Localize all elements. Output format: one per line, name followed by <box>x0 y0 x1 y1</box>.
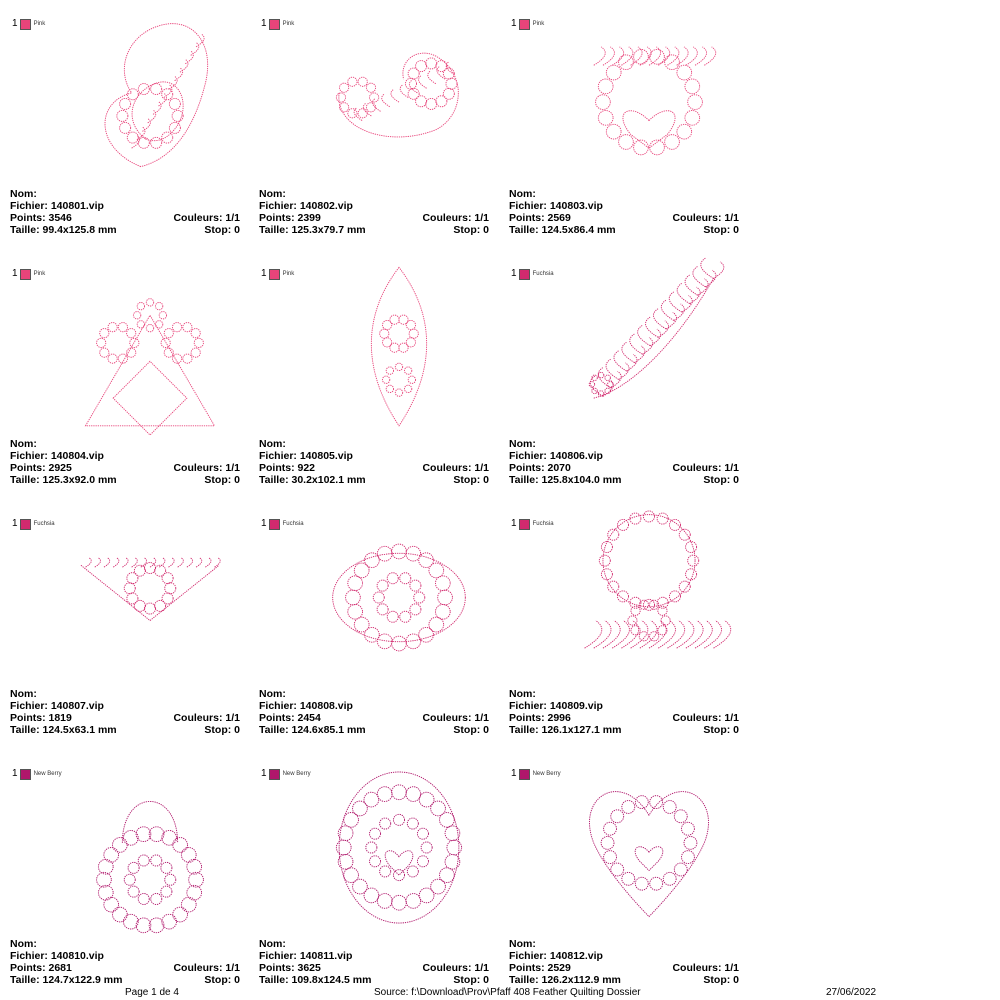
color-count: Couleurs: 1/1 <box>173 462 240 474</box>
name-label: Nom: <box>259 438 286 450</box>
color-index: 1 <box>511 518 517 529</box>
design-card <box>0 0 250 250</box>
color-swatch <box>519 19 530 30</box>
color-swatch <box>269 769 280 780</box>
color-swatch <box>20 19 31 30</box>
design-outline-graphic <box>569 10 729 185</box>
design-info <box>509 938 739 986</box>
design-info <box>259 938 489 986</box>
color-swatch <box>519 519 530 530</box>
design-size: Taille: 99.4x125.8 mm <box>10 224 117 236</box>
design-card <box>249 750 499 1000</box>
design-outline-graphic <box>70 10 230 185</box>
design-size: Taille: 124.7x122.9 mm <box>10 974 123 986</box>
stitch-points: Points: 2925 <box>10 462 72 474</box>
color-count: Couleurs: 1/1 <box>422 462 489 474</box>
embroidery-design-preview <box>569 10 729 185</box>
embroidery-design-preview <box>319 260 479 435</box>
color-name: Fuchsia <box>282 521 304 527</box>
file-name: Fichier: 140801.vip <box>10 200 104 212</box>
color-index: 1 <box>511 18 517 29</box>
design-outline-graphic <box>319 10 479 185</box>
color-swatch <box>519 769 530 780</box>
name-label: Nom: <box>509 688 536 700</box>
stop-count: Stop: 0 <box>703 474 739 486</box>
color-legend <box>511 18 544 30</box>
color-count: Couleurs: 1/1 <box>422 962 489 974</box>
stop-count: Stop: 0 <box>453 474 489 486</box>
stop-count: Stop: 0 <box>453 224 489 236</box>
design-outline-graphic <box>569 760 729 935</box>
color-count: Couleurs: 1/1 <box>173 212 240 224</box>
color-swatch <box>269 269 280 280</box>
name-label: Nom: <box>259 188 286 200</box>
design-size: Taille: 125.3x79.7 mm <box>259 224 366 236</box>
stitch-points: Points: 2454 <box>259 712 321 724</box>
stitch-points: Points: 3546 <box>10 212 72 224</box>
design-size: Taille: 126.1x127.1 mm <box>509 724 622 736</box>
name-label: Nom: <box>10 438 37 450</box>
design-info <box>509 438 739 486</box>
color-legend <box>511 268 554 280</box>
color-index: 1 <box>261 18 267 29</box>
page-number: Page 1 de 4 <box>125 987 179 998</box>
color-index: 1 <box>12 268 18 279</box>
file-name: Fichier: 140808.vip <box>259 700 353 712</box>
stop-count: Stop: 0 <box>204 474 240 486</box>
embroidery-design-preview <box>319 510 479 685</box>
file-name: Fichier: 140803.vip <box>509 200 603 212</box>
design-info <box>10 188 240 236</box>
color-index: 1 <box>511 268 517 279</box>
color-count: Couleurs: 1/1 <box>672 462 739 474</box>
color-index: 1 <box>511 768 517 779</box>
color-count: Couleurs: 1/1 <box>173 712 240 724</box>
name-label: Nom: <box>259 938 286 950</box>
design-size: Taille: 124.5x86.4 mm <box>509 224 616 236</box>
stop-count: Stop: 0 <box>703 974 739 986</box>
print-date: 27/06/2022 <box>826 987 877 998</box>
stitch-points: Points: 922 <box>259 462 316 474</box>
color-name: Fuchsia <box>532 521 554 527</box>
color-count: Couleurs: 1/1 <box>173 962 240 974</box>
color-legend <box>12 518 55 530</box>
design-card <box>0 250 250 500</box>
design-info <box>10 438 240 486</box>
color-name: Fuchsia <box>33 521 55 527</box>
embroidery-design-preview <box>70 10 230 185</box>
file-name: Fichier: 140809.vip <box>509 700 603 712</box>
name-label: Nom: <box>509 438 536 450</box>
design-size: Taille: 30.2x102.1 mm <box>259 474 366 486</box>
stop-count: Stop: 0 <box>703 224 739 236</box>
color-legend <box>261 268 294 280</box>
color-index: 1 <box>261 518 267 529</box>
design-card <box>499 750 749 1000</box>
source-path: Source: f:\Download\Prov\Pfaff 408 Feather Quilting Dossier <box>374 987 641 998</box>
color-name: Fuchsia <box>532 271 554 277</box>
color-swatch <box>519 269 530 280</box>
design-card <box>0 500 250 750</box>
name-label: Nom: <box>10 688 37 700</box>
color-legend <box>511 518 554 530</box>
design-card <box>499 500 749 750</box>
design-card <box>499 0 749 250</box>
stop-count: Stop: 0 <box>204 974 240 986</box>
color-name: Pink <box>282 21 295 27</box>
color-name: Pink <box>33 21 46 27</box>
stop-count: Stop: 0 <box>204 724 240 736</box>
stop-count: Stop: 0 <box>204 224 240 236</box>
design-size: Taille: 125.3x92.0 mm <box>10 474 117 486</box>
color-legend <box>12 18 45 30</box>
design-info <box>10 938 240 986</box>
design-outline-graphic <box>70 510 230 685</box>
color-index: 1 <box>261 768 267 779</box>
file-name: Fichier: 140802.vip <box>259 200 353 212</box>
color-swatch <box>20 769 31 780</box>
color-legend <box>261 518 304 530</box>
design-card <box>249 250 499 500</box>
design-outline-graphic <box>70 260 230 435</box>
color-legend <box>261 768 311 780</box>
design-size: Taille: 125.8x104.0 mm <box>509 474 622 486</box>
design-outline-graphic <box>569 260 729 435</box>
embroidery-design-preview <box>319 760 479 935</box>
design-size: Taille: 109.8x124.5 mm <box>259 974 372 986</box>
design-info <box>10 688 240 736</box>
color-swatch <box>20 519 31 530</box>
color-legend <box>12 768 62 780</box>
color-count: Couleurs: 1/1 <box>672 212 739 224</box>
design-info <box>509 188 739 236</box>
embroidery-design-preview <box>569 760 729 935</box>
color-swatch <box>269 19 280 30</box>
stitch-points: Points: 2569 <box>509 212 571 224</box>
color-name: Pink <box>532 21 545 27</box>
design-info <box>259 688 489 736</box>
name-label: Nom: <box>509 938 536 950</box>
name-label: Nom: <box>259 688 286 700</box>
stop-count: Stop: 0 <box>703 724 739 736</box>
design-outline-graphic <box>319 260 479 435</box>
design-size: Taille: 124.5x63.1 mm <box>10 724 117 736</box>
design-size: Taille: 126.2x112.9 mm <box>509 974 621 986</box>
color-legend <box>511 768 561 780</box>
design-info <box>509 688 739 736</box>
color-index: 1 <box>12 768 18 779</box>
design-outline-graphic <box>319 510 479 685</box>
color-index: 1 <box>12 18 18 29</box>
design-card <box>249 500 499 750</box>
name-label: Nom: <box>509 188 536 200</box>
embroidery-design-preview <box>569 510 729 685</box>
stop-count: Stop: 0 <box>453 974 489 986</box>
stitch-points: Points: 2070 <box>509 462 571 474</box>
design-info <box>259 438 489 486</box>
color-swatch <box>20 269 31 280</box>
design-outline-graphic <box>319 760 479 935</box>
stitch-points: Points: 2399 <box>259 212 321 224</box>
color-count: Couleurs: 1/1 <box>672 962 739 974</box>
design-outline-graphic <box>569 510 729 685</box>
color-name: Pink <box>282 271 295 277</box>
color-legend <box>261 18 294 30</box>
color-name: New Berry <box>33 771 62 777</box>
embroidery-design-preview <box>70 510 230 685</box>
file-name: Fichier: 140805.vip <box>259 450 353 462</box>
design-size: Taille: 124.6x85.1 mm <box>259 724 366 736</box>
file-name: Fichier: 140811.vip <box>259 950 353 962</box>
color-count: Couleurs: 1/1 <box>422 212 489 224</box>
design-info <box>259 188 489 236</box>
stitch-points: Points: 2681 <box>10 962 72 974</box>
stop-count: Stop: 0 <box>453 724 489 736</box>
embroidery-design-preview <box>319 10 479 185</box>
color-name: New Berry <box>532 771 561 777</box>
embroidery-design-preview <box>569 260 729 435</box>
file-name: Fichier: 140810.vip <box>10 950 104 962</box>
color-swatch <box>269 519 280 530</box>
design-card <box>499 250 749 500</box>
design-card <box>0 750 250 1000</box>
file-name: Fichier: 140804.vip <box>10 450 104 462</box>
name-label: Nom: <box>10 188 37 200</box>
design-card <box>249 0 499 250</box>
design-outline-graphic <box>70 760 230 935</box>
color-count: Couleurs: 1/1 <box>422 712 489 724</box>
stitch-points: Points: 2529 <box>509 962 571 974</box>
color-index: 1 <box>12 518 18 529</box>
embroidery-design-preview <box>70 760 230 935</box>
stitch-points: Points: 3625 <box>259 962 321 974</box>
color-name: Pink <box>33 271 46 277</box>
file-name: Fichier: 140812.vip <box>509 950 603 962</box>
color-name: New Berry <box>282 771 311 777</box>
stitch-points: Points: 1819 <box>10 712 72 724</box>
name-label: Nom: <box>10 938 37 950</box>
file-name: Fichier: 140807.vip <box>10 700 104 712</box>
stitch-points: Points: 2996 <box>509 712 571 724</box>
file-name: Fichier: 140806.vip <box>509 450 603 462</box>
color-count: Couleurs: 1/1 <box>672 712 739 724</box>
embroidery-design-preview <box>70 260 230 435</box>
color-legend <box>12 268 45 280</box>
color-index: 1 <box>261 268 267 279</box>
